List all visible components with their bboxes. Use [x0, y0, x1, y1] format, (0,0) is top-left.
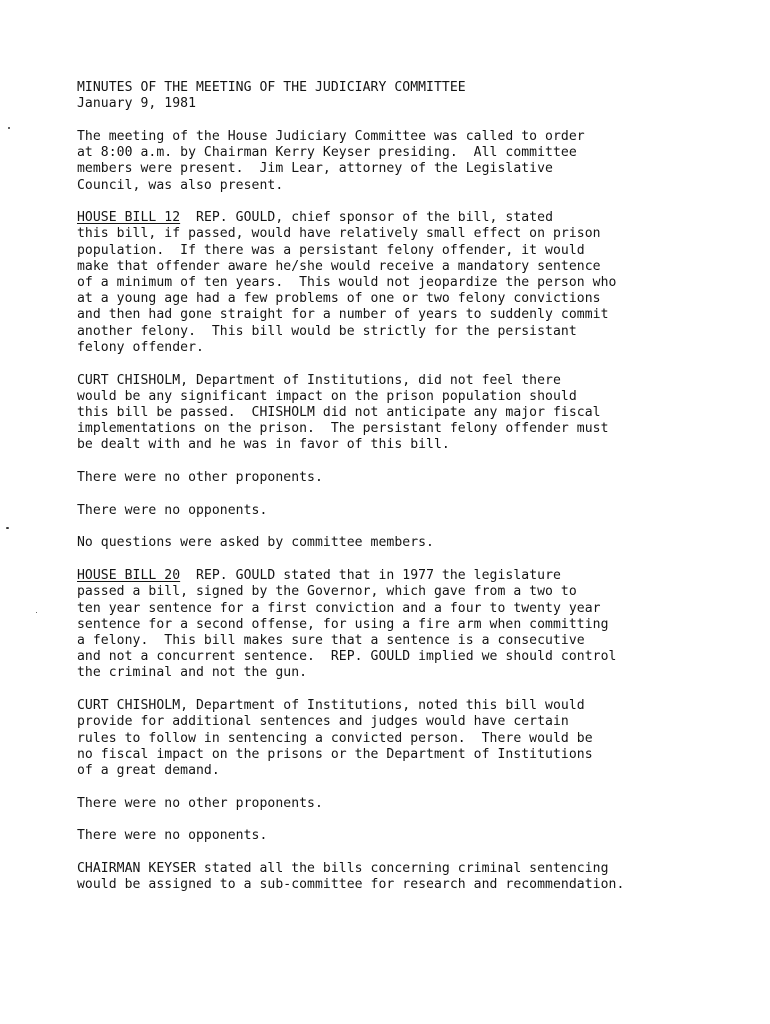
paragraph-hb12	[77, 210, 757, 356]
text-line: this bill be passed. CHISHOLM did not anticipate any major fiscal	[77, 404, 601, 420]
text-line: passed a bill, signed by the Governor, which gave from a two to	[77, 584, 577, 600]
text-line: provide for additional sentences and judges would have certain	[77, 714, 569, 730]
paragraph-lead-line	[77, 568, 757, 584]
scan-speck	[6, 527, 9, 529]
text-line: the criminal and not the gun.	[77, 665, 308, 681]
paragraph-chisholm1	[77, 373, 757, 454]
text-line: this bill, if passed, would have relatively small effect on prison	[77, 226, 601, 242]
text-line: No questions were asked by committee members.	[77, 535, 434, 551]
text-line: There were no opponents.	[77, 502, 268, 518]
text-line: at a young age had a few problems of one or two felony convictions	[77, 291, 601, 307]
bill-heading: HOUSE BILL 20	[77, 568, 181, 584]
scan-speck	[36, 612, 37, 613]
text-line: population. If there was a persistant felony offender, it would	[77, 242, 585, 258]
text-line: There were no other proponents.	[77, 795, 323, 811]
bill-heading-text: REP. GOULD, chief sponsor of the bill, stated	[180, 210, 553, 226]
text-line: make that offender aware he/she would receive a mandatory sentence	[77, 258, 601, 274]
document-title: MINUTES OF THE MEETING OF THE JUDICIARY COMMITTEE	[77, 80, 466, 95]
meeting-date: January 9, 1981	[77, 96, 196, 112]
text-line: Council, was also present.	[77, 177, 284, 193]
paragraph-noq	[77, 535, 757, 551]
text-line: sentence for a second offense, for using a fire arm when committing	[77, 616, 609, 632]
paragraph-noopp1	[77, 503, 757, 519]
text-line: and then had gone straight for a number of years to suddenly commit	[77, 307, 609, 323]
paragraph-chisholm2	[77, 698, 757, 779]
text-line: CURT CHISHOLM, Department of Institutions, did not feel there	[77, 372, 561, 388]
paragraph-lead-line	[77, 210, 757, 226]
paragraph-hb20	[77, 568, 757, 681]
paragraph-noopp2	[77, 828, 757, 844]
text-line: CURT CHISHOLM, Department of Institutions, noted this bill would	[77, 698, 585, 714]
text-line: CHAIRMAN KEYSER stated all the bills concerning criminal sentencing	[77, 861, 609, 877]
text-line: There were no opponents.	[77, 828, 268, 844]
text-line: rules to follow in sentencing a convicted person. There would be	[77, 730, 593, 746]
text-line: would be assigned to a sub-committee for research and recommendation.	[77, 877, 625, 893]
text-line: no fiscal impact on the prisons or the Department of Institutions	[77, 746, 593, 762]
paragraph-keyser	[77, 861, 757, 893]
text-line: be dealt with and he was in favor of this bill.	[77, 437, 450, 453]
text-line: felony offender.	[77, 339, 204, 355]
text-line: of a minimum of ten years. This would not jeopardize the person who	[77, 275, 617, 291]
text-line: The meeting of the House Judiciary Committee was called to order	[77, 128, 585, 144]
paragraph-intro	[77, 129, 757, 194]
text-line: members were present. Jim Lear, attorney of the Legislative	[77, 161, 553, 177]
minutes-document	[77, 80, 757, 910]
text-line: another felony. This bill would be strictly for the persistant	[77, 323, 577, 339]
minutes-body	[77, 129, 757, 894]
paragraph-noprop2	[77, 796, 757, 812]
text-line: and not a concurrent sentence. REP. GOULD implied we should control	[77, 649, 617, 665]
paragraph-noprop1	[77, 470, 757, 486]
text-line: of a great demand.	[77, 762, 220, 778]
bill-heading: HOUSE BILL 12	[77, 210, 181, 226]
document-header	[77, 80, 757, 112]
text-line: at 8:00 a.m. by Chairman Kerry Keyser presiding. All committee	[77, 145, 577, 161]
text-line: a felony. This bill makes sure that a sentence is a consecutive	[77, 632, 585, 648]
text-line: implementations on the prison. The persistant felony offender must	[77, 421, 609, 437]
bill-heading-text: REP. GOULD stated that in 1977 the legislature	[180, 568, 561, 584]
scan-speck	[8, 127, 10, 129]
text-line: There were no other proponents.	[77, 470, 323, 486]
text-line: would be any significant impact on the prison population should	[77, 388, 577, 404]
text-line: ten year sentence for a first conviction and a four to twenty year	[77, 600, 601, 616]
